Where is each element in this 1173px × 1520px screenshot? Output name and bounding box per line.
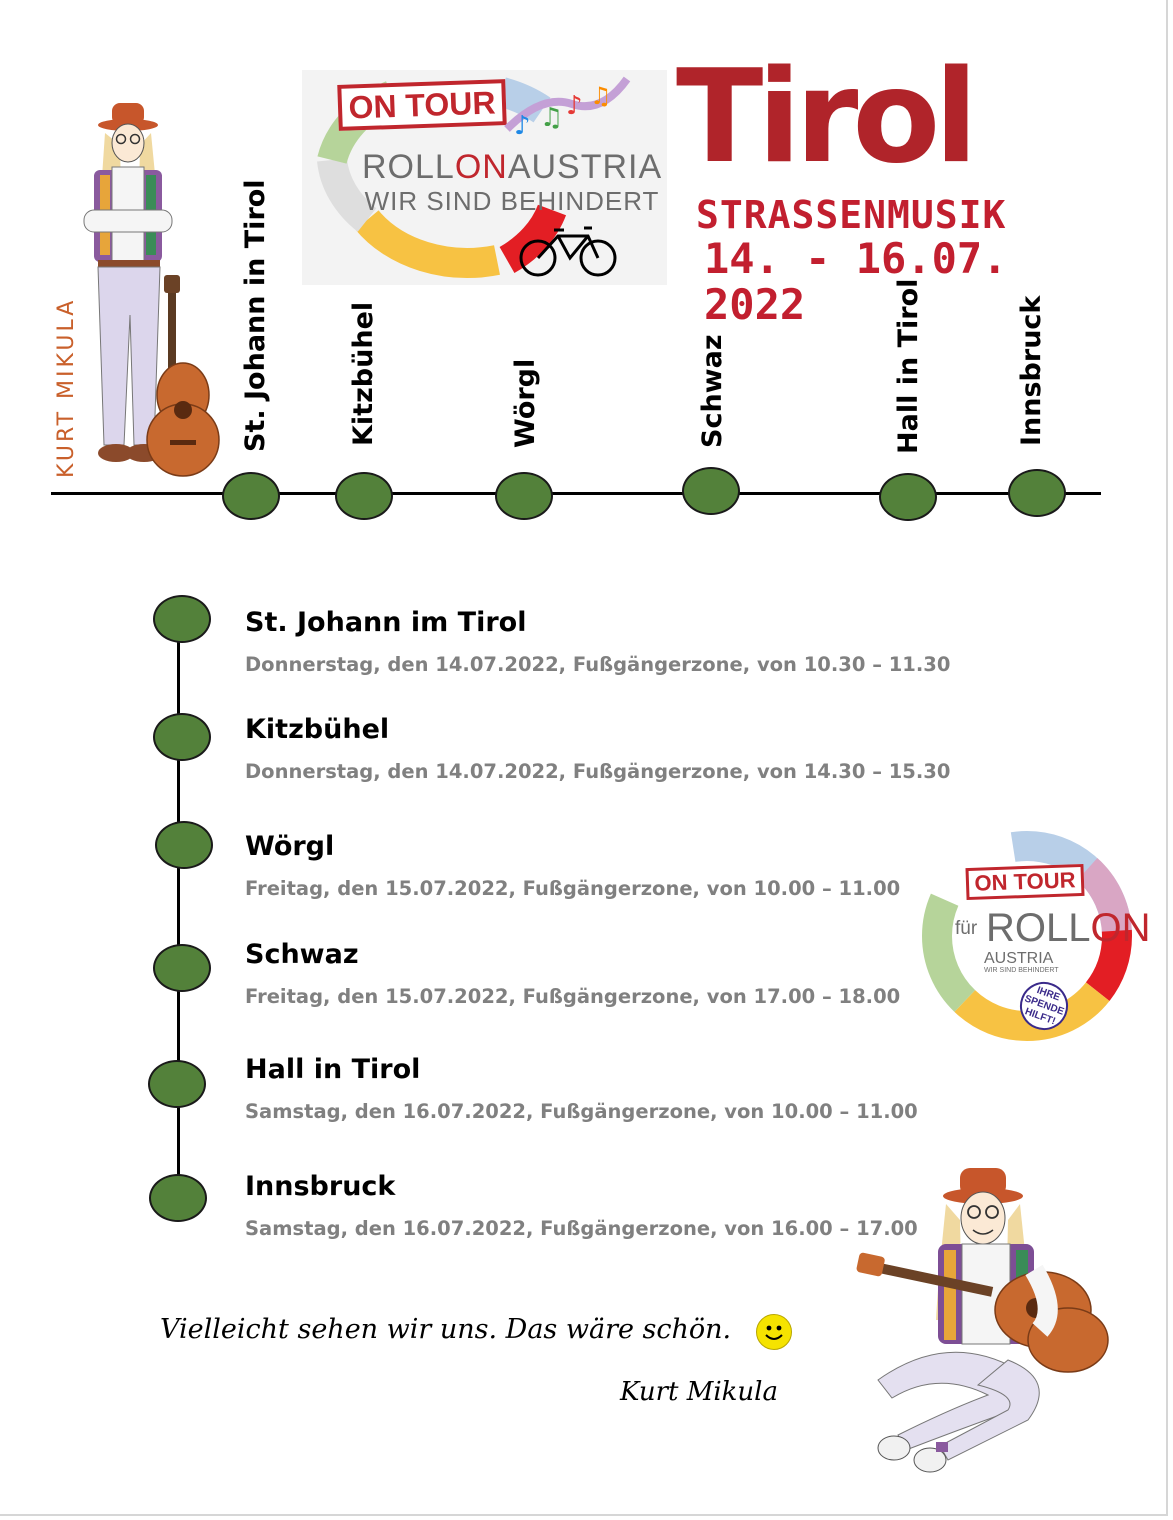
smiley-icon — [756, 1314, 792, 1350]
svg-text:♫: ♫ — [540, 103, 564, 133]
music-notes-icon — [502, 74, 632, 148]
stop-details: Samstag, den 16.07.2022, Fußgängerzone, von 10.00 – 11.00 — [245, 1100, 918, 1123]
rollonaustria-logo — [302, 70, 667, 285]
stop-details: Donnerstag, den 14.07.2022, Fußgängerzone, von 14.30 – 15.30 — [245, 760, 951, 783]
schedule-dot — [155, 821, 213, 869]
closing-message: Vielleicht sehen wir uns. Das wäre schön. — [160, 1314, 732, 1345]
rollon-round-logo — [922, 832, 1151, 1040]
schedule-dot — [153, 944, 211, 992]
logo-tagline: WIR SIND BEHINDERT — [364, 186, 660, 216]
guitarist-sitting-illustration — [858, 1160, 1118, 1480]
ontour-stamp: ON TOUR — [337, 79, 507, 131]
austria-text: AUSTRIA — [507, 148, 663, 186]
bicycle-icon — [518, 222, 618, 278]
route-line — [51, 492, 1101, 495]
route-label-6: Innsbruck — [1016, 295, 1047, 446]
route-dot — [879, 473, 937, 521]
round-logo-wordmark — [986, 906, 1151, 950]
stop-title: Hall in Tirol — [245, 1054, 421, 1085]
roll-text: ROLL — [986, 906, 1091, 950]
schedule-line — [177, 620, 180, 1195]
route-dot — [495, 472, 553, 520]
stop-title: Schwaz — [245, 939, 359, 970]
stop-title: Wörgl — [245, 831, 335, 862]
on-text: ON — [454, 148, 508, 186]
route-dot — [682, 467, 740, 515]
stop-details: Donnerstag, den 14.07.2022, Fußgängerzone, von 10.30 – 11.30 — [245, 653, 951, 676]
stop-details: Samstag, den 16.07.2022, Fußgängerzone, von 16.00 – 17.00 — [245, 1217, 918, 1240]
schedule-dot — [149, 1174, 207, 1222]
svg-text:♪: ♪ — [514, 111, 531, 141]
route-label-3: Wörgl — [510, 358, 541, 448]
stop-title: Kitzbühel — [245, 714, 390, 745]
route-dot — [335, 472, 393, 520]
schedule-dot — [148, 1060, 206, 1108]
svg-text:♫: ♫ — [590, 82, 612, 110]
stop-title: St. Johann im Tirol — [245, 607, 527, 638]
fuer-text: für — [955, 918, 978, 939]
event-dates: 14. - 16.07. 2022 — [704, 234, 1008, 329]
route-dot — [1008, 469, 1066, 517]
stop-details: Freitag, den 15.07.2022, Fußgängerzone, von 10.00 – 11.00 — [245, 877, 901, 900]
schedule-dot — [153, 595, 211, 643]
route-label-1: St. Johann in Tirol — [240, 179, 271, 452]
roll-text: ROLL — [362, 148, 455, 186]
schedule-dot — [153, 713, 211, 761]
route-label-2: Kitzbühel — [348, 301, 379, 446]
event-title: STRASSENMUSIK — [696, 193, 1007, 237]
rollonaustria-wordmark — [362, 148, 662, 186]
closing-signature: Kurt Mikula — [620, 1377, 778, 1407]
on-text: ON — [1090, 906, 1151, 950]
route-label-5: Hall in Tirol — [893, 278, 924, 454]
svg-text:♪: ♪ — [566, 91, 583, 121]
tirol-logo: Tirol — [676, 43, 973, 192]
tagline-small: WIR SIND BEHINDERT — [984, 967, 1059, 974]
austria-text-small: AUSTRIA — [984, 950, 1054, 967]
route-label-4: Schwaz — [697, 334, 728, 448]
donation-badge: IHRE SPENDE HILFT! — [1013, 975, 1075, 1037]
ontour-stamp-small: ON TOUR — [965, 864, 1084, 900]
stop-details: Freitag, den 15.07.2022, Fußgängerzone, von 17.00 – 18.00 — [245, 985, 901, 1008]
route-dot — [222, 472, 280, 520]
stop-title: Innsbruck — [245, 1171, 396, 1202]
side-signature: KURT MIKULA — [54, 297, 79, 478]
